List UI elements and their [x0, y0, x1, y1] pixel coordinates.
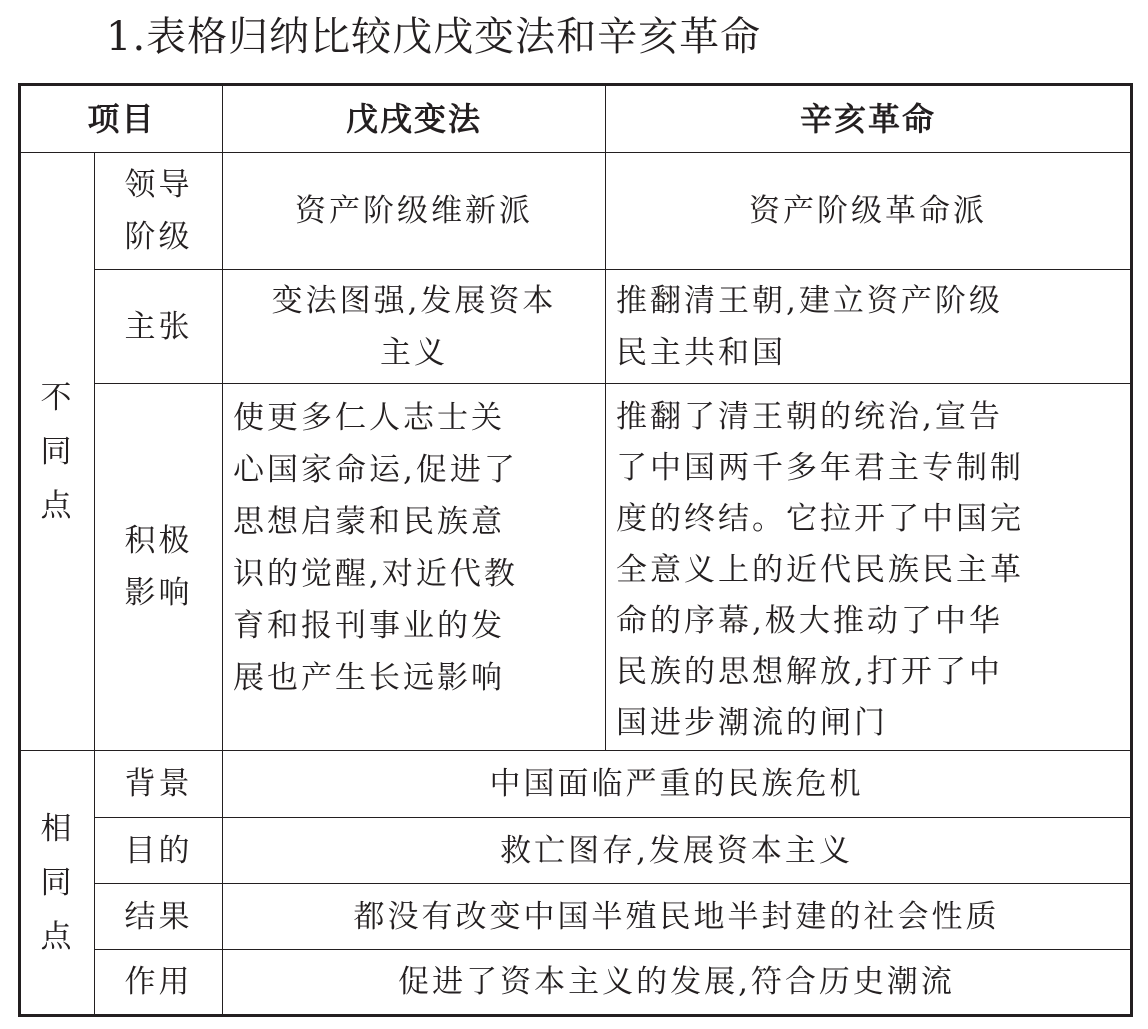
cell-wuxu-proposition: 变法图强,发展资本 主义	[223, 270, 606, 384]
group-label-similarities: 相 同 点	[20, 751, 95, 1016]
table-row	[20, 884, 1132, 950]
cell-wuxu-leading-class: 资产阶级维新派	[223, 153, 606, 270]
cell-effect: 促进了资本主义的发展,符合历史潮流	[223, 950, 1132, 1016]
table-row	[20, 751, 1132, 818]
cell-result: 都没有改变中国半殖民地半封建的社会性质	[223, 884, 1132, 950]
cell-xinhai-leading-class: 资产阶级革命派	[606, 153, 1132, 270]
row-label-proposition: 主张	[95, 270, 223, 384]
cell-wuxu-positive-impact: 使更多仁人志士关 心国家命运,促进了 思想启蒙和民族意 识的觉醒,对近代教 育和报刊事业的发 展也产生长远影响	[223, 384, 606, 751]
table-header-row	[20, 85, 1132, 153]
row-label-positive-impact: 积极 影响	[95, 384, 223, 751]
table-row	[20, 270, 1132, 384]
header-item: 项目	[20, 85, 223, 153]
table-row	[20, 153, 1132, 270]
table-row	[20, 818, 1132, 884]
page-title: 1.表格归纳比较戊戌变法和辛亥革命	[106, 14, 762, 60]
cell-purpose: 救亡图存,发展资本主义	[223, 818, 1132, 884]
header-xinhai: 辛亥革命	[606, 85, 1132, 153]
comparison-table	[18, 83, 1133, 1017]
row-label-result: 结果	[95, 884, 223, 950]
cell-background: 中国面临严重的民族危机	[223, 751, 1132, 818]
row-label-purpose: 目的	[95, 818, 223, 884]
table-row	[20, 384, 1132, 751]
cell-xinhai-proposition: 推翻清王朝,建立资产阶级 民主共和国	[606, 270, 1132, 384]
row-label-background: 背景	[95, 751, 223, 818]
row-label-effect: 作用	[95, 950, 223, 1016]
row-label-leading-class: 领导 阶级	[95, 153, 223, 270]
group-label-differences: 不 同 点	[20, 153, 95, 751]
header-wuxu: 戊戌变法	[223, 85, 606, 153]
table-row	[20, 950, 1132, 1016]
cell-xinhai-positive-impact: 推翻了清王朝的统治,宣告 了中国两千多年君主专制制 度的终结。它拉开了中国完 全意义上的近代民族民主革 命的序幕,极大推动了中华 民族的思想解放,打开了中 国进步潮流的闸门	[606, 384, 1132, 751]
